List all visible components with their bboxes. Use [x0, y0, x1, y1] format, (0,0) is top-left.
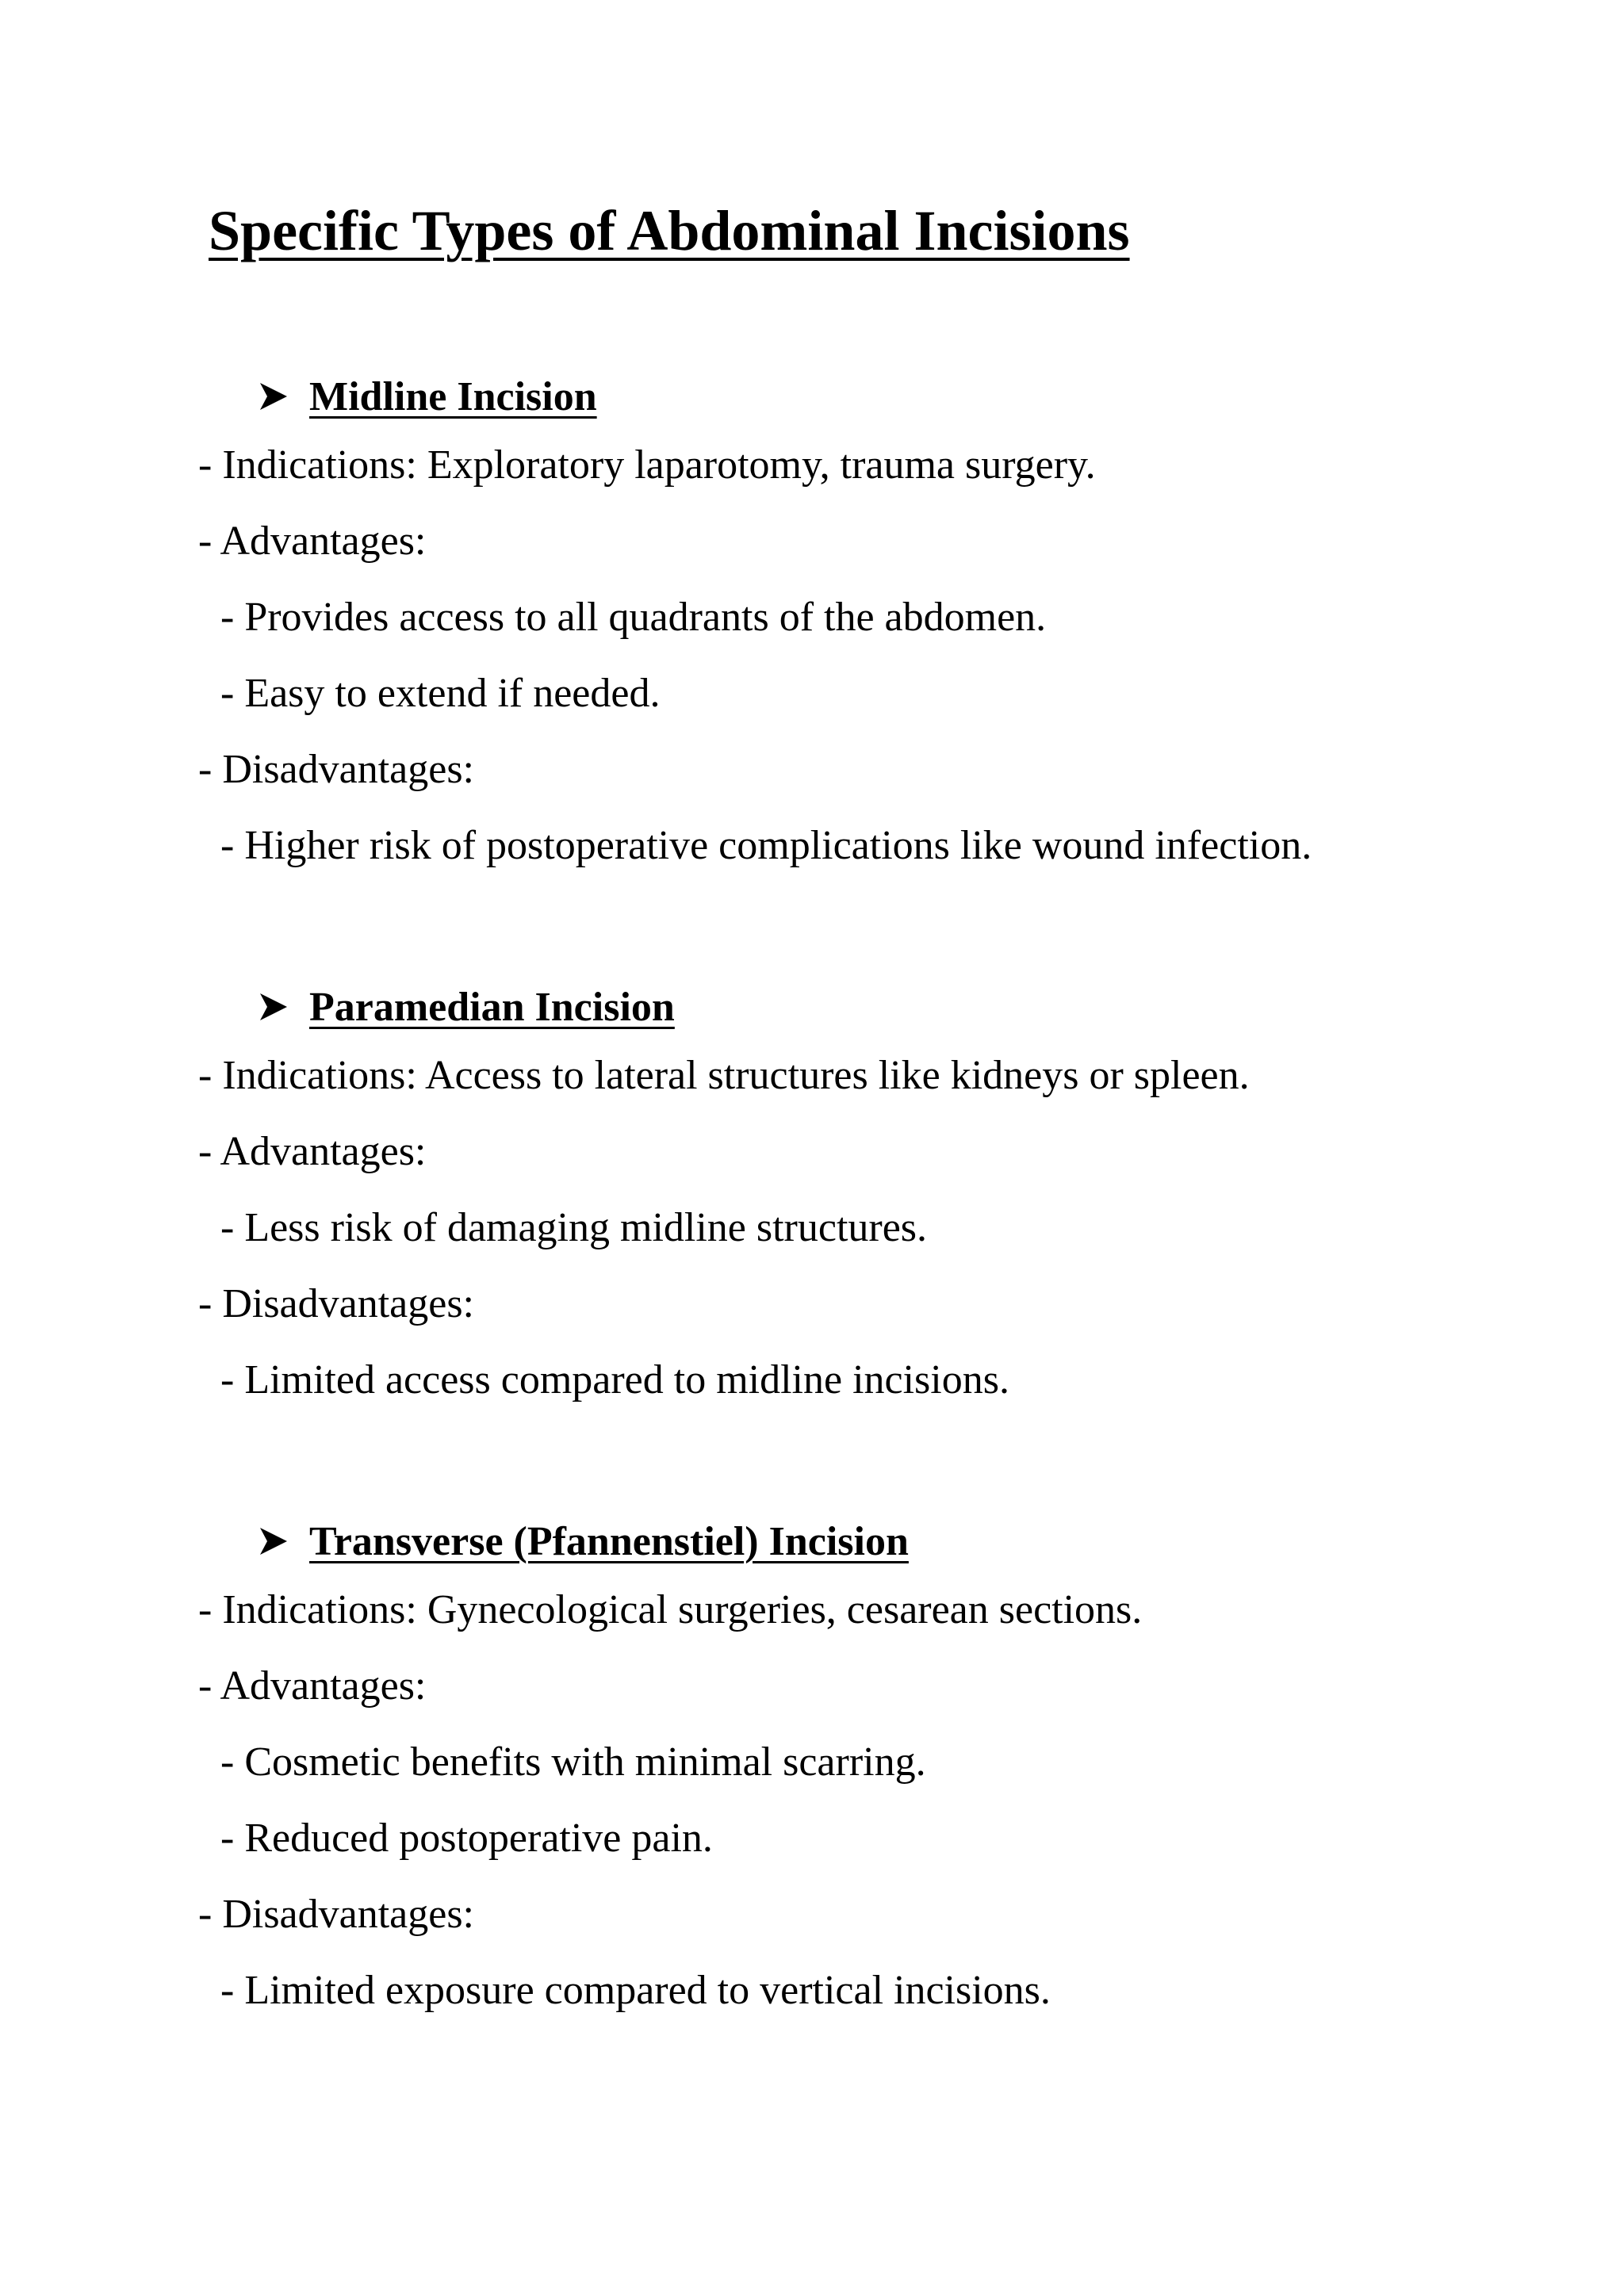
indications-line: - Indications: Access to lateral structures like kidneys or spleen.	[198, 1053, 1250, 1098]
disadvantages-label: - Disadvantages:	[198, 1892, 475, 1937]
indications-line: - Indications: Gynecological surgeries, cesarean sections.	[198, 1587, 1143, 1632]
arrowhead-bullet-icon	[259, 992, 289, 1022]
disadvantages-label: - Disadvantages:	[198, 1281, 475, 1326]
section-heading	[259, 1517, 909, 1565]
disadvantage-item: - Higher risk of postoperative complications like wound infection.	[220, 823, 1312, 868]
advantage-item: - Less risk of damaging midline structures.	[220, 1205, 928, 1250]
advantage-item: - Cosmetic benefits with minimal scarring.	[220, 1739, 926, 1785]
section-heading	[259, 373, 597, 420]
section-heading-text: Transverse (Pfannenstiel) Incision	[309, 1518, 909, 1564]
advantages-label: - Advantages:	[198, 519, 427, 564]
advantages-label: - Advantages:	[198, 1129, 427, 1174]
section-heading	[259, 983, 675, 1031]
advantages-label: - Advantages:	[198, 1663, 427, 1709]
section-heading-text: Paramedian Incision	[309, 984, 675, 1030]
disadvantages-label: - Disadvantages:	[198, 747, 475, 792]
advantage-item: - Easy to extend if needed.	[220, 671, 661, 716]
advantage-item: - Reduced postoperative pain.	[220, 1816, 713, 1861]
arrowhead-bullet-icon	[259, 1526, 289, 1556]
section-heading-text: Midline Incision	[309, 373, 597, 419]
arrowhead-bullet-icon	[259, 381, 289, 411]
page-title: Specific Types of Abdominal Incisions	[209, 199, 1130, 262]
indications-line: - Indications: Exploratory laparotomy, trauma surgery.	[198, 442, 1096, 488]
disadvantage-item: - Limited exposure compared to vertical incisions.	[220, 1968, 1051, 2013]
disadvantage-item: - Limited access compared to midline incisions.	[220, 1357, 1009, 1402]
advantage-item: - Provides access to all quadrants of the abdomen.	[220, 595, 1047, 640]
